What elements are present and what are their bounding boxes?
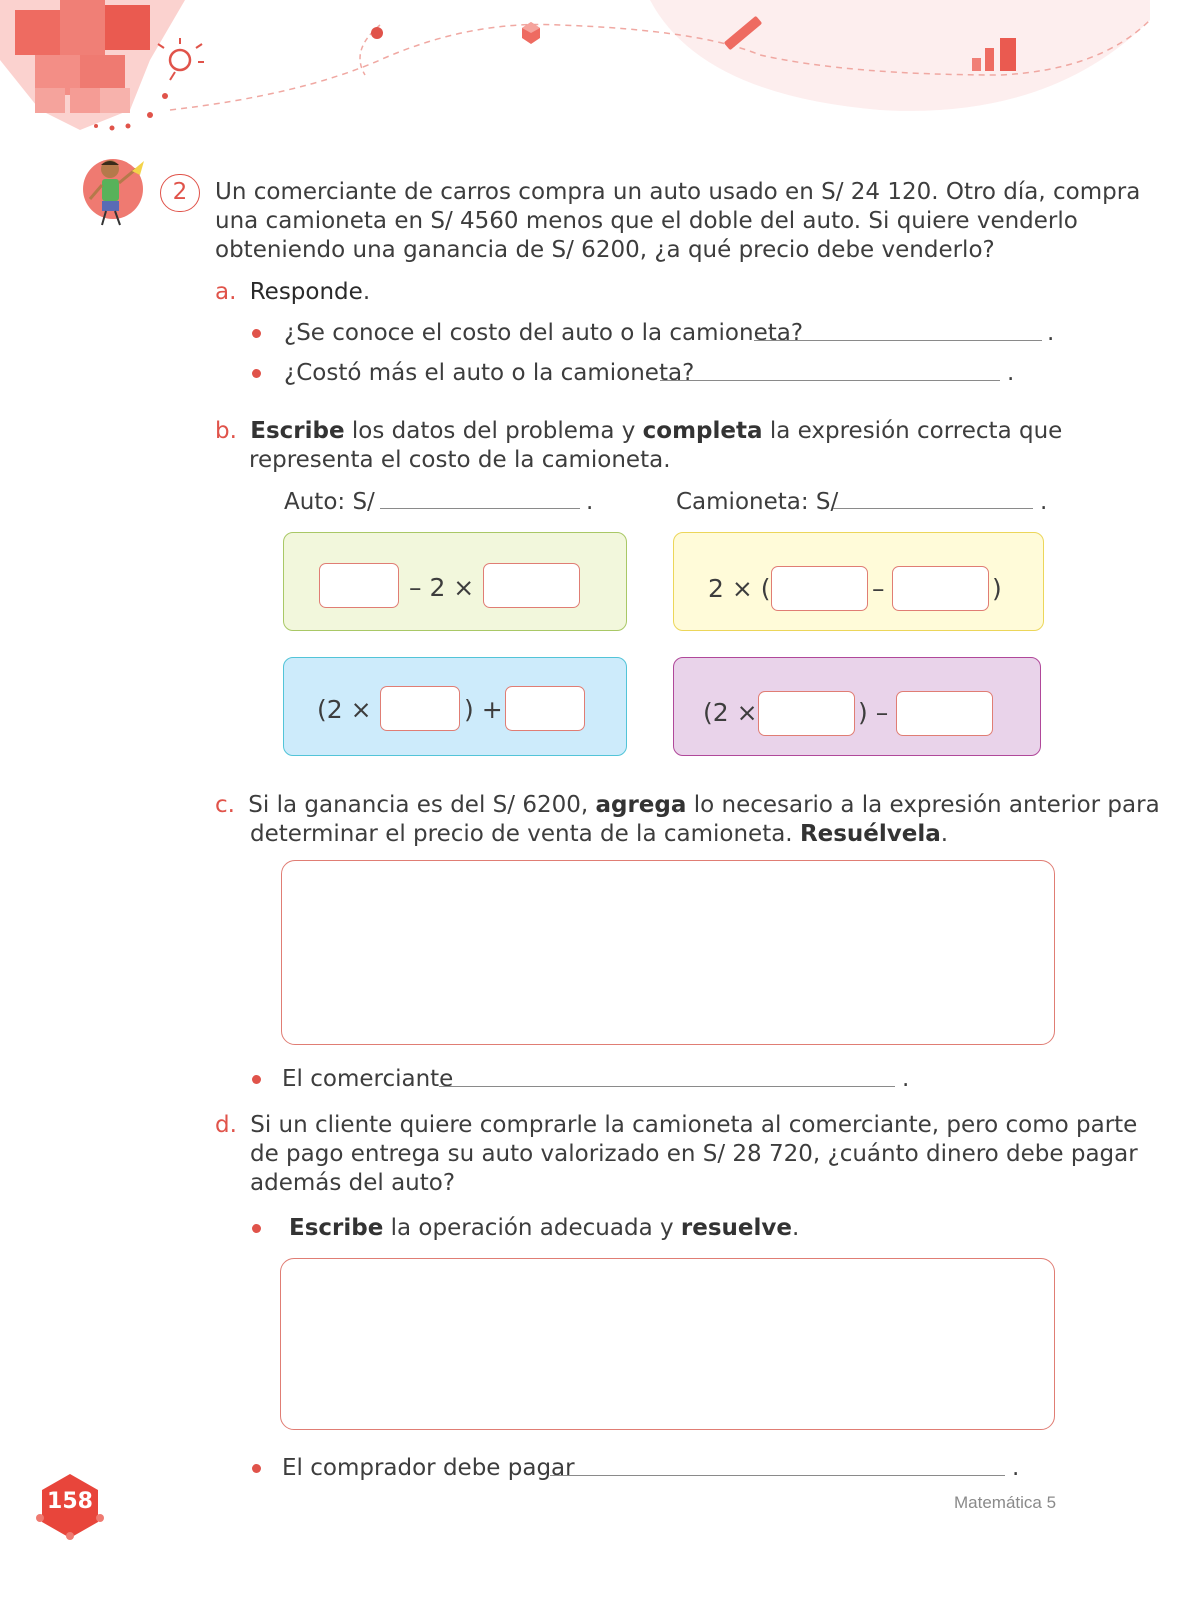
book-title: Matemática 5 <box>954 1493 1057 1512</box>
expression-option-green[interactable] <box>283 532 627 631</box>
operator: 2 × ( <box>708 574 771 603</box>
answer-line-a2[interactable] <box>660 380 1000 381</box>
bullet <box>252 1224 261 1233</box>
statement-line: una camioneta en S/ 4560 menos que el doble del auto. Si quiere venderlo <box>215 208 1078 234</box>
expression-option-purple[interactable] <box>673 657 1041 756</box>
blank-box[interactable] <box>896 691 993 736</box>
part-d-verb1: Escribe <box>289 1215 384 1241</box>
statement-line: obteniendo una ganancia de S/ 6200, ¿a qué precio debe venderlo? <box>215 237 995 263</box>
statement-line: Un comerciante de carros compra un auto usado en S/ 24 120. Otro día, compra <box>215 179 1141 205</box>
part-c-text3: determinar el precio de venta de la camioneta. <box>250 821 800 847</box>
part-b-text1: los datos del problema y <box>344 418 643 444</box>
part-d-text1: la operación adecuada y <box>383 1215 681 1241</box>
operator: ) <box>992 574 1002 603</box>
answer-line-a1[interactable] <box>754 340 1042 341</box>
operator: – 2 × <box>409 573 475 602</box>
part-c-letter: c. <box>215 792 235 818</box>
header-decoration <box>0 0 1193 150</box>
part-c-line1 <box>215 791 1160 820</box>
part-a-instruction: Responde <box>249 279 363 305</box>
part-b-heading <box>215 417 1062 446</box>
expression-option-yellow[interactable] <box>673 532 1044 631</box>
answer-line-c[interactable] <box>439 1086 895 1087</box>
period: . <box>902 1066 910 1092</box>
part-d-line: además del auto? <box>250 1170 456 1196</box>
part-d-line: Si un cliente quiere comprarle la camioneta al comerciante, pero como parte <box>250 1112 1138 1138</box>
part-b-verb1: Escribe <box>250 418 345 444</box>
student-character-icon <box>80 155 152 233</box>
operator: ) – <box>858 698 889 727</box>
blank-box[interactable] <box>771 566 868 611</box>
bullet <box>252 1075 261 1084</box>
problem-number-badge <box>160 174 200 212</box>
problem-statement <box>215 178 1140 265</box>
answer-line-d[interactable] <box>550 1475 1005 1476</box>
part-c-text1: Si la ganancia es del S/ 6200, <box>248 792 596 818</box>
bullet <box>252 1464 261 1473</box>
auto-label: Auto: S/ <box>284 489 375 515</box>
bullet <box>252 329 261 338</box>
period: . <box>1040 489 1048 515</box>
part-a-question-2: ¿Costó más el auto o la camioneta? <box>284 360 695 386</box>
answer-box-c[interactable] <box>281 860 1055 1045</box>
part-d-heading <box>215 1111 1137 1140</box>
operator: – <box>872 574 885 603</box>
part-c-verb2: Resuélvela <box>799 821 941 847</box>
part-c-verb1: agrega <box>595 792 687 818</box>
part-d-answer-prompt: El comprador debe pagar <box>282 1455 575 1481</box>
period: . <box>1012 1455 1020 1481</box>
blank-box[interactable] <box>319 563 399 608</box>
part-a-question-1: ¿Se conoce el costo del auto o la camioneta? <box>284 320 804 346</box>
operator: (2 × <box>317 695 372 724</box>
operator: (2 × <box>703 698 758 727</box>
bullet <box>252 369 261 378</box>
part-b-text2: la expresión correcta que <box>762 418 1063 444</box>
part-a-heading: a. Responde. <box>215 279 371 305</box>
part-d-verb2: resuelve <box>680 1215 792 1241</box>
part-d-letter: d. <box>215 1112 237 1138</box>
page-number: 158 <box>47 1489 93 1514</box>
expression-option-blue[interactable] <box>283 657 627 756</box>
operator: ) + <box>464 695 503 724</box>
problem-number: 2 <box>172 179 188 205</box>
camioneta-label: Camioneta: S/ <box>676 489 839 515</box>
part-b-line2: representa el costo de la camioneta. <box>249 447 671 473</box>
blank-box[interactable] <box>892 566 989 611</box>
part-a-letter: a. <box>215 279 237 305</box>
blank-box[interactable] <box>380 686 460 731</box>
part-b-letter: b. <box>215 418 237 444</box>
part-d-line: de pago entrega su auto valorizado en S/ 28 720, ¿cuánto dinero debe pagar <box>250 1141 1138 1167</box>
answer-box-d[interactable] <box>280 1258 1055 1430</box>
blank-box[interactable] <box>483 563 580 608</box>
camioneta-answer-line[interactable] <box>833 508 1033 509</box>
period: . <box>1007 360 1015 386</box>
blank-box[interactable] <box>758 691 855 736</box>
part-b-verb2: completa <box>642 418 763 444</box>
part-c-text2: lo necesario a la expresión anterior para <box>686 792 1160 818</box>
part-c-answer-prompt: El comerciante <box>282 1066 454 1092</box>
auto-answer-line[interactable] <box>380 508 580 509</box>
period: . <box>1047 320 1055 346</box>
part-d-instruction: Escribe la operación adecuada y resuelve. <box>289 1215 800 1241</box>
part-c-line2: determinar el precio de venta de la camioneta. Resuélvela. <box>250 821 949 847</box>
period: . <box>586 489 594 515</box>
blank-box[interactable] <box>505 686 585 731</box>
